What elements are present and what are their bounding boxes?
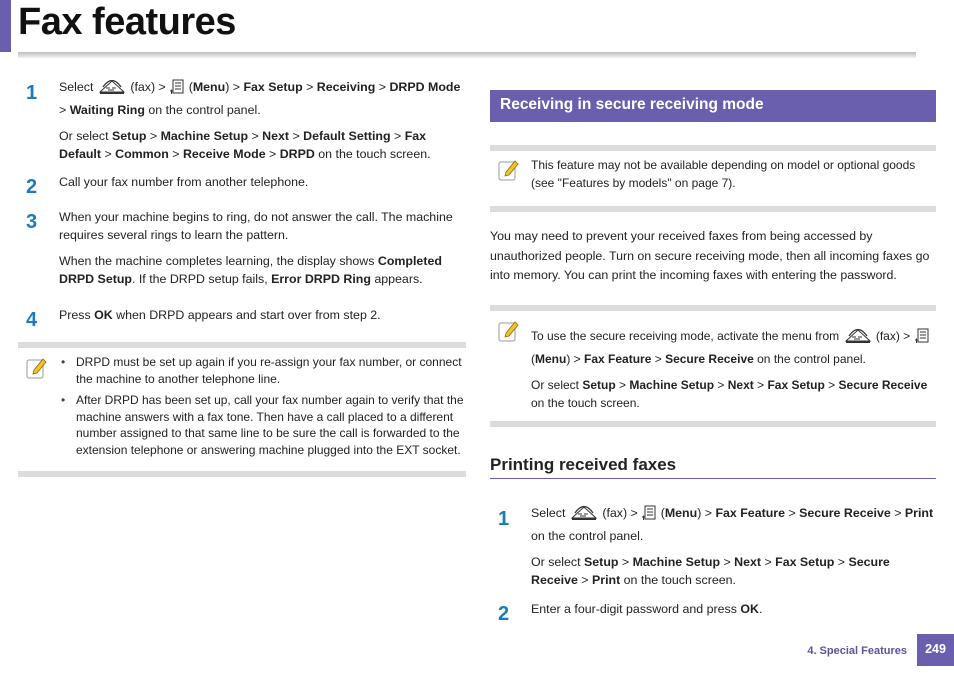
step-instruction: Select (fax) > (Menu) > Fax Feature > Secure Receive > Print on the control panel. [531,502,936,545]
fax-icon [569,502,599,527]
note-alternative: Or select Setup > Machine Setup > Next > Fax Setup > Secure Receive on the touch screen. [531,378,928,410]
step-number: 3 [26,211,38,233]
subsection-heading: Printing received faxes [490,456,936,479]
menu-icon [914,327,930,350]
step-alternative: Or select Setup > Machine Setup > Next > Fax Setup > Secure Receive > Print on the touch screen. [531,555,890,587]
section-heading: Receiving in secure receiving mode [490,90,936,122]
title-rule [18,52,916,58]
note-icon [498,319,520,348]
step-text [59,208,466,296]
note-text [531,325,936,420]
menu-icon [641,504,657,527]
note-text [59,354,466,463]
secure-receive-note-box [490,305,936,427]
intro-paragraph: You may need to prevent your received faxes from being accessed by unauthorized people. Turn on secure receiving mode, then all incoming faxes go into memory. You can print the incoming faxes with entering the password. [490,229,930,282]
note-bullet: • After DRPD has been set up, call your fax number again to verify that the machine answers with a fax tone. Then have a call placed to a different number assigned to that same line to be sure the call is forwarded to the extension telephone or answering machine plugged into the EXT socket. [59,392,466,458]
step-text: Enter a four-digit password and press OK. [531,602,763,616]
note-icon [498,158,520,187]
step-text: Press OK when DRPD appears and start over from step 2. [59,308,381,322]
step-alternative: Or select Setup > Machine Setup > Next > Default Setting > Fax Default > Common > Receive Mode > DRPD on the touch screen. [59,129,431,161]
step-number: 1 [498,508,510,530]
step-instruction: Select (fax) > (Menu) > Fax Setup > Receiving > DRPD Mode > Waiting Ring on the control panel. [59,76,466,119]
page-number: 249 [917,634,954,666]
step-text: Call your fax number from another telephone. [59,175,309,189]
note-instruction: To use the secure receiving mode, activate the menu from (fax) > (Menu) > Fax Feature > Secure Receive on the control panel. [531,325,936,368]
step-text [531,502,936,597]
step-number: 1 [26,82,38,104]
step-result: When the machine completes learning, the display shows Completed DRPD Setup. If the DRPD setup fails, Error DRPD Ring appears. [59,254,442,286]
step-number: 4 [26,309,38,331]
availability-note-box [490,145,936,212]
footer-section-label: 4. Special Features [807,645,907,657]
note-text: This feature may not be available depending on model or optional goods (see "Features by models" on page 7). [531,158,916,190]
note-icon [26,356,48,385]
header-accent-bar [0,0,11,52]
fax-icon [843,325,873,350]
page-title: Fax features [18,1,236,43]
fax-icon [97,76,127,101]
note-bullet: • DRPD must be set up again if you re-assign your fax number, or connect the machine to another telephone line. [59,354,466,387]
step-number: 2 [498,603,510,625]
step-number: 2 [26,176,38,198]
note-bullet-list [59,354,466,458]
drpd-note-box [18,342,466,477]
menu-icon [169,78,185,101]
step-instruction: When your machine begins to ring, do not answer the call. The machine requires several rings to learn the pattern. [59,210,453,242]
step-text [59,76,466,171]
